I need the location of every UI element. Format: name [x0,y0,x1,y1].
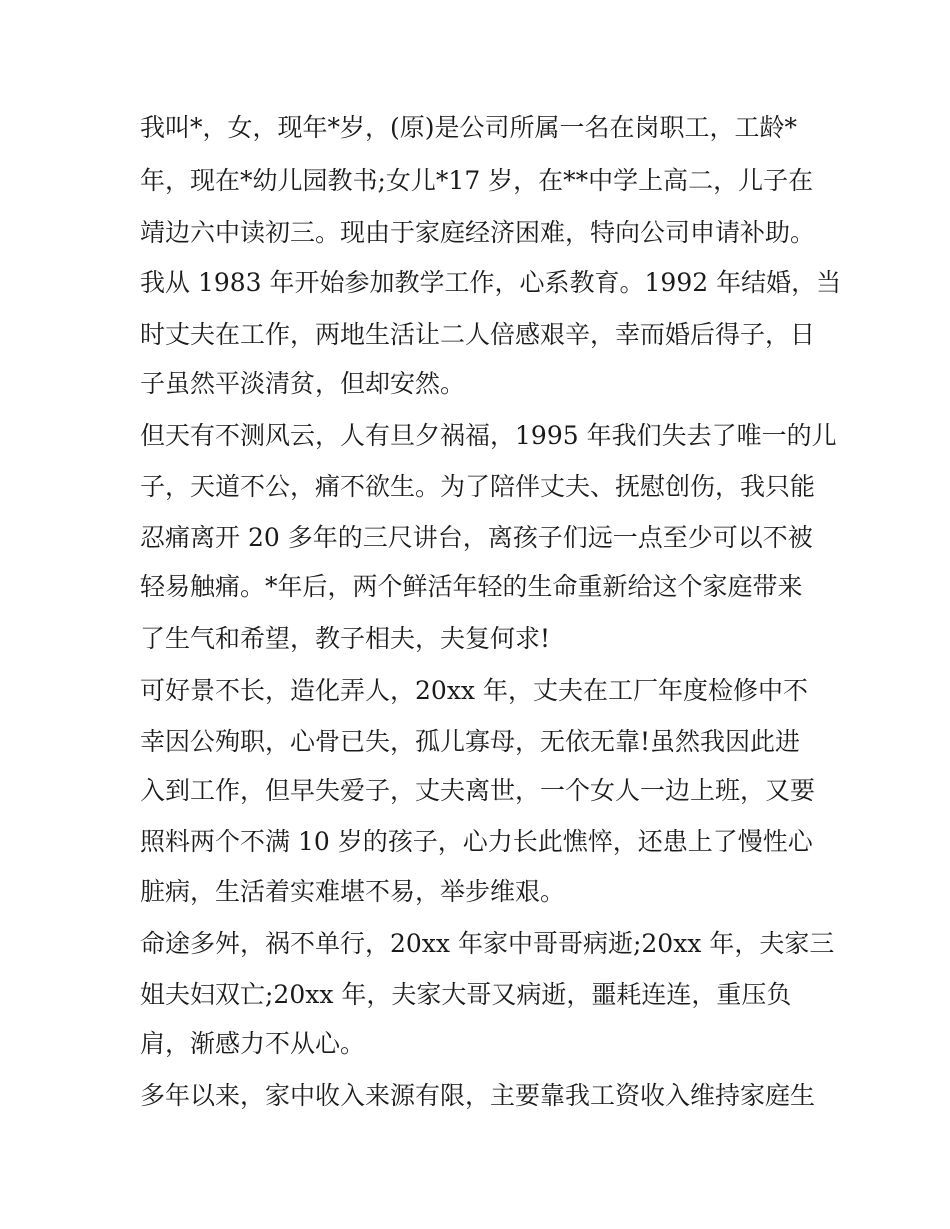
text-line-20: 多年以来，家中收入来源有限，主要靠我工资收入维持家庭生 [140,1081,816,1110]
text-line-9: 忍痛离开 20 多年的三尺讲台，离孩子们远一点至少可以不被 [140,523,813,552]
text-line-7: 但天有不测风云，人有旦夕祸福，1995 年我们失去了唯一的儿 [140,421,837,450]
text-line-1: 我叫*，女，现年*岁，(原)是公司所属一名在岗职工，工龄* [140,113,798,142]
text-line-6: 子虽然平淡清贫，但却安然。 [140,369,466,398]
text-line-11: 了生气和希望，教子相夫，夫复何求! [140,624,551,653]
text-line-12: 可好景不长，造化弄人，20xx 年，丈夫在工厂年度检修中不 [140,676,808,705]
text-line-16: 脏病，生活着实难堪不易，举步维艰。 [140,877,566,906]
text-line-13: 幸因公殉职，心骨已失，孤儿寡母，无依无靠!虽然我因此进 [140,727,801,756]
text-line-15: 照料两个不满 10 岁的孩子，心力长此憔悴，还患上了慢性心 [140,827,813,856]
text-line-18: 姐夫妇双亡;20xx 年，夫家大哥又病逝，噩耗连连，重压负 [140,980,792,1009]
text-line-17: 命途多舛，祸不单行，20xx 年家中哥哥病逝;20xx 年，夫家三 [140,929,835,958]
text-line-4: 我从 1983 年开始参加教学工作，心系教育。1992 年结婚，当 [140,268,842,297]
text-line-10: 轻易触痛。*年后，两个鲜活年轻的生命重新给这个家庭带来 [140,572,803,601]
text-line-5: 时丈夫在工作，两地生活让二人倍感艰辛，幸而婚后得子，日 [140,320,816,349]
text-line-2: 年，现在*幼儿园教书;女儿*17 岁，在**中学上高二，儿子在 [140,166,814,195]
text-line-14: 入到工作，但早失爱子，丈夫离世，一个女人一边上班，又要 [140,776,816,805]
text-line-3: 靖边六中读初三。现由于家庭经济困难，特向公司申请补助。 [140,218,816,247]
text-line-8: 子，天道不公，痛不欲生。为了陪伴丈夫、抚慰创伤，我只能 [140,472,816,501]
text-line-19: 肩，渐感力不从心。 [140,1029,366,1058]
